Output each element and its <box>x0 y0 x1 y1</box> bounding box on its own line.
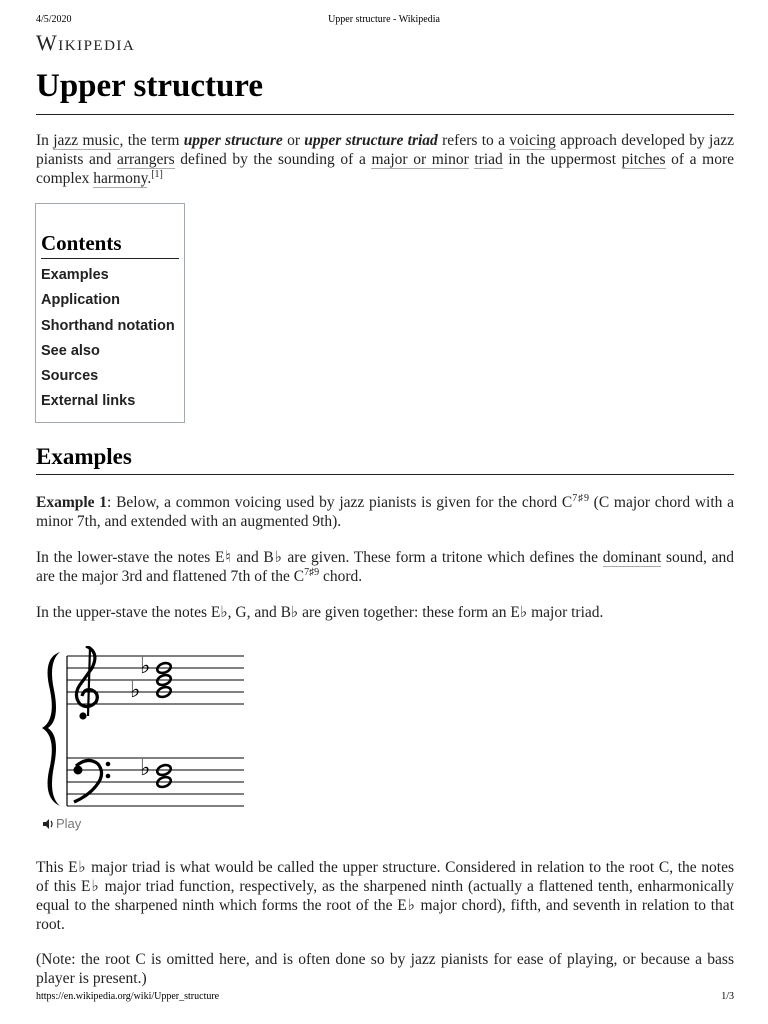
link-voicing[interactable]: voicing <box>509 132 556 149</box>
link-jazz-music[interactable]: jazz music <box>53 132 120 149</box>
link-dominant[interactable]: dominant <box>602 549 662 566</box>
lower-stave-paragraph: In the lower-stave the notes E♮ and B♭ are given. These form a tritone which defines the dominant sound, and are the major 3rd and flattened 7th of the $C^{7♯9}$ chord. <box>36 549 734 585</box>
link-pitches[interactable]: pitches <box>621 151 666 168</box>
reference-1[interactable]: [1] <box>151 168 163 180</box>
section-rule <box>36 474 734 475</box>
print-page-title: Upper structure - Wikipedia <box>328 14 440 25</box>
treble-clef-icon <box>76 646 97 720</box>
print-date: 4/5/2020 <box>36 14 72 25</box>
bass-staff <box>67 758 244 806</box>
link-arrangers[interactable]: arrangers <box>116 151 175 168</box>
table-of-contents <box>35 203 185 423</box>
audio-play-button[interactable] <box>42 816 81 831</box>
speaker-icon <box>42 818 54 830</box>
toc-item-examples[interactable]: Examples <box>41 267 109 283</box>
play-label: Play <box>56 816 82 831</box>
page-title: Upper structure <box>36 68 264 104</box>
bass-clef-icon <box>74 760 111 802</box>
toc-item-shorthand-notation[interactable]: Shorthand notation <box>41 317 175 334</box>
link-triad[interactable]: triad <box>474 151 503 168</box>
flat-icon: ♭ <box>140 654 151 679</box>
toc-item-see-also[interactable]: See also <box>41 342 100 359</box>
wikipedia-logo[interactable]: Wikipedia <box>36 30 136 55</box>
flat-icon: ♭ <box>130 678 141 703</box>
upper-structure-paragraph: This E♭ major triad is what would be called the upper structure. Considered in relation to the root C, the notes of this E♭ major triad function, respectively, as the sharpened ninth (actually a flattened tenth, enharmonically equal to the sharpened ninth which forms the root of the E♭ major chord), fifth, and seventh in relation to that root. <box>36 859 734 933</box>
title-rule <box>36 114 734 115</box>
intro-paragraph: In jazz music, the term upper structure or upper structure triad refers to a voicing approach developed by jazz pianists and arrangers defined by the sounding of a major or minor triad in the uppermost pitches of a more complex harmony.[1] <box>36 132 735 187</box>
print-page-number: 1/3 <box>721 991 734 1002</box>
link-harmony[interactable]: harmony <box>93 170 148 187</box>
upper-stave-paragraph: In the upper-stave the notes E♭, G, and B♭ are given together: these form an E♭ major triad. <box>36 604 604 621</box>
link-major-or-minor[interactable]: major or minor <box>371 151 469 168</box>
example-1-paragraph: Example 1: Below, a common voicing used by jazz pianists is given for the chord $C^{7♯9}$ (C major chord with a minor 7th, and extended with an augmented 9th). <box>36 492 734 530</box>
toc-item-external-links[interactable]: External links <box>41 393 136 410</box>
toc-list <box>41 263 179 415</box>
note-paragraph: (Note: the root C is omitted here, and is often done so by jazz pianists for ease of playing, or because a bass player is present.) <box>36 951 734 987</box>
flat-icon: ♭ <box>140 756 151 781</box>
toc-title: Contents <box>41 231 179 259</box>
music-score-figure <box>36 646 248 812</box>
toc-item-sources[interactable]: Sources <box>41 368 99 385</box>
grand-staff-brace <box>42 652 60 806</box>
print-url: https://en.wikipedia.org/wiki/Upper_structure <box>36 991 220 1002</box>
toc-item-application[interactable]: Application <box>41 292 120 309</box>
bass-chord-notes <box>156 763 172 788</box>
section-heading-examples: Examples <box>36 444 132 469</box>
